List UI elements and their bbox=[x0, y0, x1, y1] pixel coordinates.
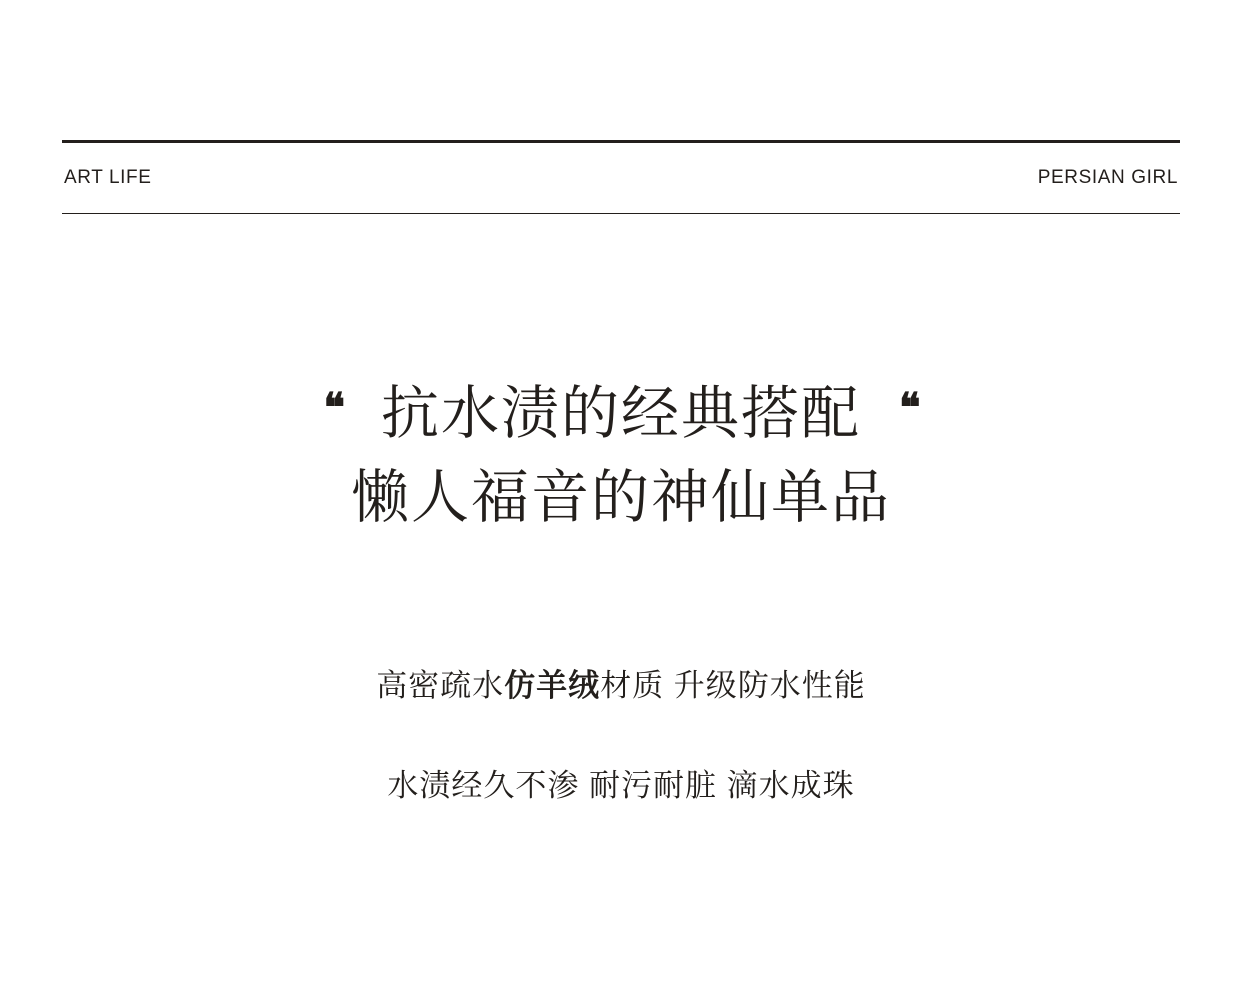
quote-open-icon: ❝ bbox=[323, 386, 343, 430]
headline-line-1: 抗水渍的经典搭配 bbox=[380, 381, 861, 446]
subcopy-line-1-emphasis: 仿羊绒 bbox=[504, 668, 601, 703]
headline-line-1-wrapper bbox=[323, 372, 918, 456]
subcopy-line-1-part2: 材质 升级防水性能 bbox=[600, 668, 866, 703]
header-left-label: ART LIFE bbox=[64, 167, 152, 188]
quote-close-icon: ❝ bbox=[899, 386, 919, 430]
headline-line-2: 懒人福音的神仙单品 bbox=[350, 465, 891, 530]
page-header bbox=[62, 140, 1180, 214]
header-right-label: PERSIAN GIRL bbox=[1037, 167, 1178, 188]
subcopy-block bbox=[0, 660, 1242, 812]
subcopy-line-1 bbox=[0, 660, 1242, 712]
header-bottom-rule bbox=[62, 213, 1180, 214]
header-labels-row bbox=[62, 143, 1180, 213]
headline-block bbox=[0, 372, 1242, 540]
subcopy-line-1-part1: 高密疏水 bbox=[376, 668, 505, 703]
subcopy-line-2: 水渍经久不渗 耐污耐脏 滴水成珠 bbox=[387, 768, 855, 803]
